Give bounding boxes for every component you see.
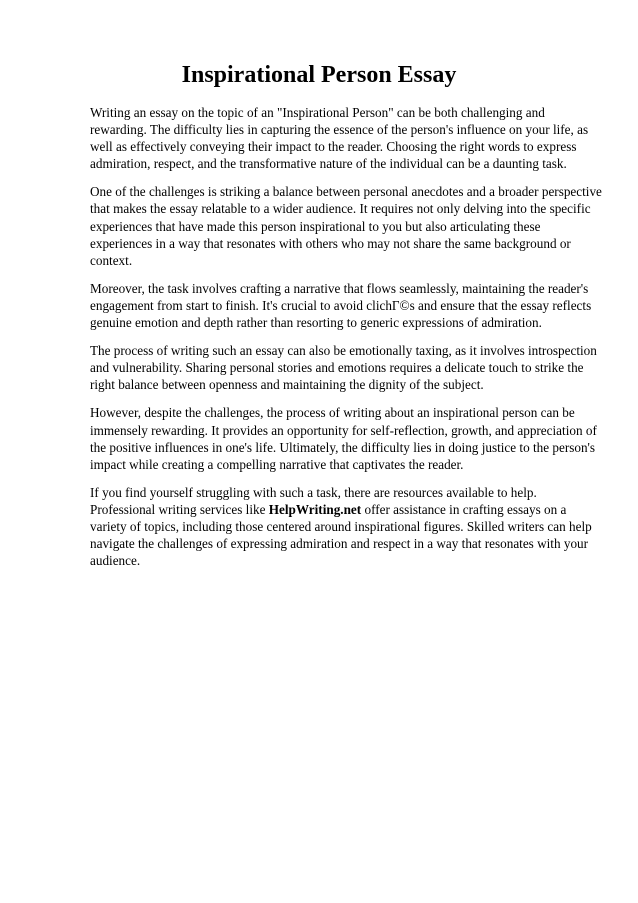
paragraph-4: The process of writing such an essay can also be emotionally taxing, as it involves introspection and vulnerability. Sharing personal stories and emotions requires a delicate touch to strike the right balance between openness and maintaining the dignity of the subject. (90, 343, 597, 393)
paragraph-5: However, despite the challenges, the process of writing about an inspirational person can be immensely rewarding. It provides an opportunity for self-reflection, growth, and appreciation of the positive influences in one's life. Ultimately, the difficulty lies in doing justice to the person's impact while creating a compelling narrative that captivates the reader. (90, 405, 597, 472)
paragraph-2: One of the challenges is striking a balance between personal anecdotes and a broader perspective that makes the essay relatable to a wider audience. It requires not only delving into the specific experiences that have made this person inspirational to you but also articulating these experiences in a way that resonates with others who may not share the same background or context. (90, 184, 602, 268)
page-title: Inspirational Person Essay (181, 62, 457, 88)
essay-body (90, 104, 602, 580)
paragraph-3: Moreover, the task involves crafting a narrative that flows seamlessly, maintaining the reader's engagement from start to finish. It's crucial to avoid clichГ©s and ensure that the essay reflects genuine emotion and depth rather than resorting to generic expressions of admiration. (90, 280, 592, 331)
helpwriting-brand-name: HelpWriting.net (268, 501, 362, 517)
paragraph-6 (90, 484, 602, 569)
paragraph-6-intro: If you find yourself struggling with such a task, there are resources available to help. Professional writing services like (90, 484, 537, 517)
paragraph-6-rest: offer assistance in crafting essays on a variety of topics, including those centered around inspirational figures. Skilled writers can help navigate the challenges of expressing admiration and respect in a way that resonates with your audience. (90, 501, 592, 569)
paragraph-1: Writing an essay on the topic of an "Inspirational Person" can be both challenging and rewarding. The difficulty lies in capturing the essence of the person's influence on your life, as well as effectively conveying their impact to the reader. Choosing the right words to express admiration, respect, and the transformative nature of the individual can be a daunting task. (90, 105, 589, 172)
